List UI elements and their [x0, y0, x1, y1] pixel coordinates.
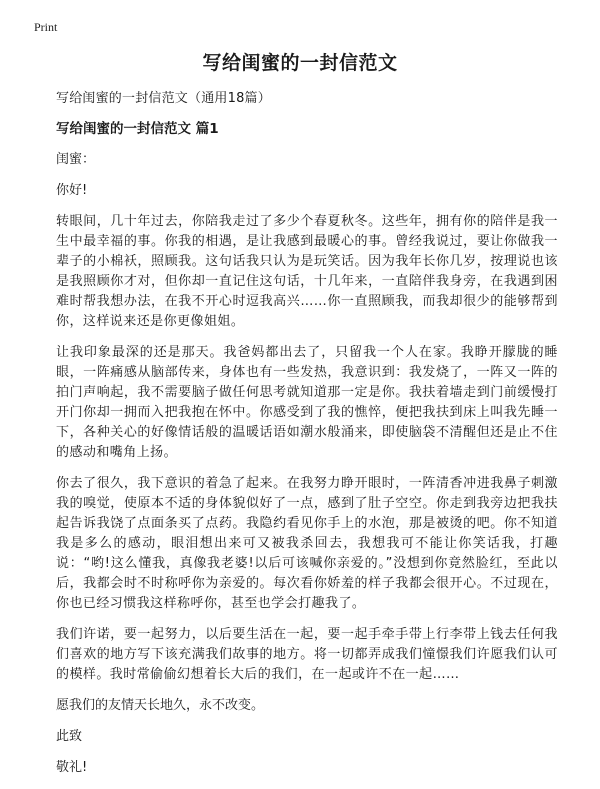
page-title: 写给闺蜜的一封信范文	[202, 52, 398, 74]
paragraph-1: 转眼间，几十年过去，你陪我走过了多少个春夏秋冬。这些年，拥有你的陪伴是我一生中最幸福的事。你我的相遇，是让我感到最暖心的事。曾经我说过，要让你做我一辈子的小棉袄，照顾我。这句话我只认为是玩笑话。因为我年长你几岁，按理说也该是我照顾你才对，但你却一直记住这句话，十几年来，一直陪伴我身旁，在我遇到困难时帮我想办法，在我不开心时逗我高兴……你一直照顾我，而我却很少的能够帮到你，这样说来还是你更像姐姐。	[56, 214, 558, 329]
section-heading: 写给闺蜜的一封信范文 篇1	[56, 121, 219, 137]
paragraph-3: 你去了很久，我下意识的着急了起来。在我努力睁开眼时，一阵清香冲进我鼻子刺激我的嗅觉，使原本不适的身体貌似好了一点，感到了肚子空空。你走到我旁边把我扶起告诉我饶了点面条买了点药。我隐约看见你手上的水泡，那是被烫的吧。你不知道我是多么的感动，眼泪想出来可又被我杀回去，我想我可不能让你笑话我，打趣说：“哟!这么懂我，真像我老婆!以后可该喊你亲爱的。”没想到你竟然脸红，至此以后，我都会时不时称呼你为亲爱的。每次看你娇羞的样子我都会很开心。不过现在，你也已经习惯我这样称呼你，甚至也学会打趣我了。	[56, 476, 558, 611]
print-link[interactable]: Print	[34, 20, 58, 34]
greeting: 你好!	[56, 183, 88, 198]
article-subtitle: 写给闺蜜的一封信范文（通用18篇）	[56, 91, 271, 106]
closing-wish: 愿我们的友情天长地久，永不改变。	[56, 698, 265, 713]
salutation: 闺蜜：	[56, 152, 96, 167]
paragraph-4: 我们许诺，要一起努力，以后要生活在一起，要一起手牵手带上行李带上钱去任何我们喜欢的地方写下该充满我们故事的地方。将一切都弄成我们憧憬我们许愿我们认可的模样。我时常偷偷幻想着长大后的我们，在一起或许不在一起……	[56, 627, 558, 682]
paragraph-2: 让我印象最深的还是那天。我爸妈都出去了，只留我一个人在家。我睁开朦胧的睡眼，一阵痛感从脑部传来，身体也有一些发热，我意识到：我发烧了，一阵又一阵的拍门声响起，我不需要脑子做任何思考就知道那一定是你。我扶着墙走到门前缓慢打开门你却一拥而入把我抱在怀中。你感受到了我的憔悴，便把我扶到床上叫我先睡一下，各种关心的好像情话般的温暖话语如潮水般涌来，即使脑袋不清醒但还是止不住的感动和嘴角上扬。	[56, 345, 558, 460]
closing-salute: 此致	[56, 729, 83, 744]
article-body	[56, 89, 558, 789]
closing-regards: 敬礼!	[56, 760, 88, 775]
